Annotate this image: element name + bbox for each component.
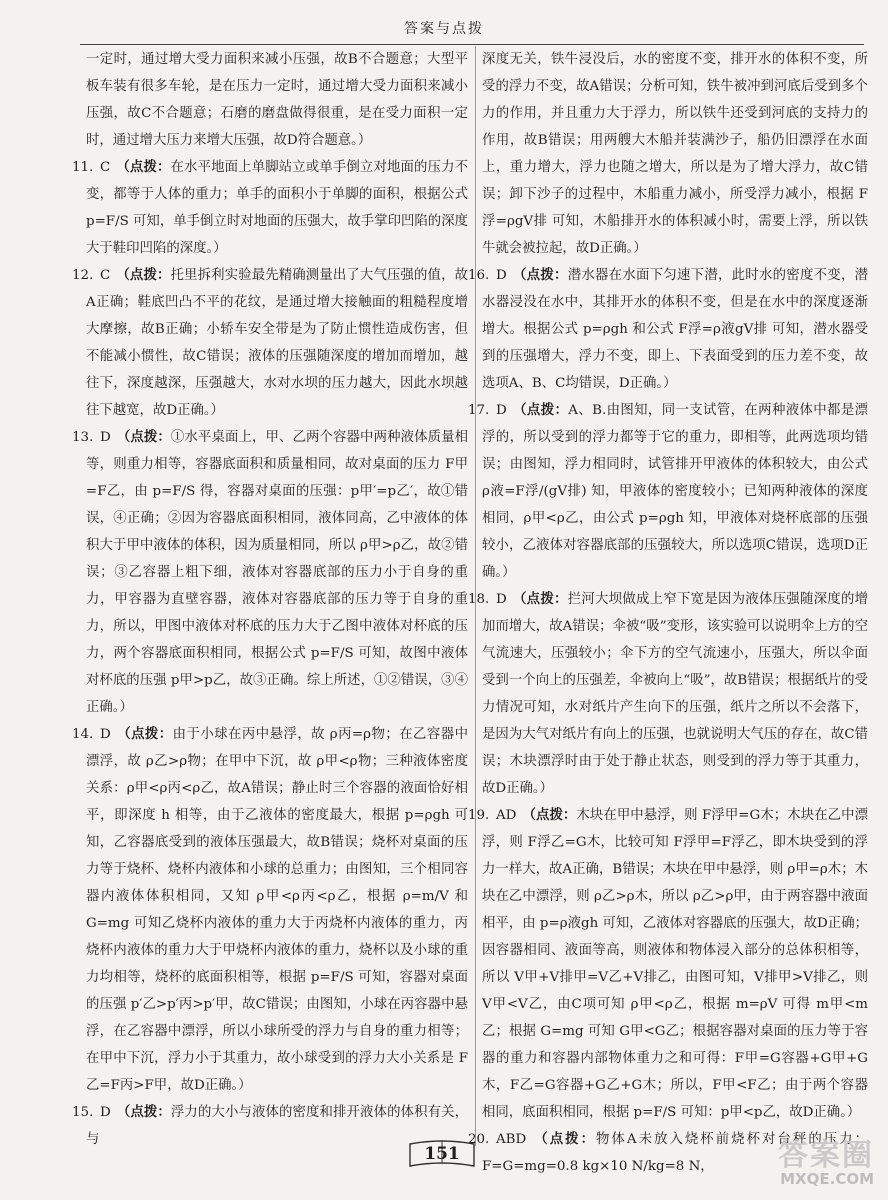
item-text: 物体A未放入烧杯前烧杯对台秤的压力：F=G=mg=0.8 kg×10 N/kg=8 N， <box>482 1132 869 1174</box>
item-answer: AD <box>496 808 517 823</box>
page-number: 151 <box>424 1144 460 1164</box>
left-continuation: 一定时，通过增大受力面积来减小压强，故B不合题意；大型平板车装有很多车轮，是在压力一定时，通过增大受力面积来减小压强，故C不合题意；石磨的磨盘做得很重，是在受力面积一定时，通过增大压力来增大压强，故D符合题意。） <box>86 52 468 148</box>
header-title: 答案与点拨 <box>404 21 484 37</box>
watermark-logo <box>724 1130 874 1188</box>
item-number: 13. <box>72 430 94 445</box>
item-text: 托里拆利实验最先精确测量出了大气压强的值，故A正确；鞋底凹凸不平的花纹，是通过增大接触面的粗糙程度增大摩擦，故B正确；小轿车安全带是为了防止惯性造成伤害，但不能减小惯性，故C错误；液体的压强随深度的增加而增加，越往下，深度越深，压强越大，水对水坝的压力越大，因此水坝越往下越宽，故D正确。） <box>86 268 469 418</box>
item-text: A、B.由图知，同一支试管，在两种液体中都是漂浮的，所以受到的浮力都等于它的重力，即相等，此两选项均错误；由图知，浮力相同时，试管排开甲液体的体积较大，由公式 ρ液=F浮/(gV排) 知，甲液体的密度较小；已知两种液体的深度相同，ρ甲<ρ乙，由公式 p=ρgh 知，甲液体对烧杯底部的压强较小，乙液体对容器底部的压强较大，所以选项C错误，选项D正确。） <box>482 403 869 580</box>
item-answer: D <box>496 403 507 418</box>
answer-item-12 <box>72 262 469 424</box>
item-hint-label: （点拨： <box>522 807 577 823</box>
item-answer: C <box>100 160 111 175</box>
header-rule <box>80 44 864 45</box>
answer-item-11 <box>72 154 469 262</box>
item-hint-label: （点拨： <box>116 726 173 742</box>
left-column <box>72 46 469 1147</box>
item-answer: D <box>100 1105 111 1120</box>
item-number: 17. <box>468 403 490 418</box>
item-text: 浮力的大小与液体的密度和排开液体的体积有关，与 <box>86 1105 469 1147</box>
watermark-text: 答案圈 <box>778 1138 874 1173</box>
right-continuation: 深度无关，铁牛浸没后，水的密度不变，排开水的体积不变，所受的浮力不变，故A错误；分析可知，铁牛被冲到河底后受到多个力的作用，并且重力大于浮力，所以铁牛还受到河底的支持力的作用，故B错误；用两艘大木船并装满沙子，船仍旧漂浮在水面上，重力增大，浮力也随之增大，所以是为了增大浮力，故C错误；卸下沙子的过程中，木船重力减小，所受浮力减小，根据 F浮=ρgV排 可知，木船排开水的体积减小时，需要上浮，所以铁牛就会被拉起，故D正确。） <box>482 52 868 256</box>
item-number: 19. <box>468 808 490 823</box>
item-number: 11. <box>72 160 94 175</box>
item-number: 20. <box>468 1132 490 1147</box>
item-text: 木块在甲中悬浮，则 F浮甲=G木；木块在乙中漂浮，则 F浮乙=G木，比较可知 F浮甲=F浮乙，即木块受到的浮力一样大，故A正确，B错误；木块在甲中悬浮，则 ρ甲=ρ木；木块在乙中漂浮，则 ρ乙>ρ木，所以 ρ乙>ρ甲，由于两容器中液面相平，由 p=ρ液gh 可知，乙液体对容器底的压强大，故D正确；因容器相同、液面等高，则液体和物体浸入部分的总体积相等，所以 V甲+V排甲=V乙+V排乙，由图可知，V排甲>V排乙，则 V甲<V乙，由C项可知 ρ甲<ρ乙，根据 m=ρV 可得 m甲<m乙；根据 G=mg 可知 G甲<G乙；根据容器对桌面的压力等于容器的重力和容器内部物体重力之和可得：F甲=G容器+G甲+G木，F乙=G容器+G乙+G木；所以，F甲<F乙；由于两个容器相同，底面积相同，根据 p=F/S 可知：p甲<p乙，故D正确。） <box>482 808 869 1120</box>
item-text: 由于小球在丙中悬浮，故 ρ丙=ρ物；在乙容器中漂浮，故 ρ乙>ρ物；在甲中下沉，故 ρ甲<ρ物；三种液体密度关系：ρ甲<ρ丙<ρ乙，故A错误；静止时三个容器的液面恰好相平，即深度 h 相等，由于乙液体的密度最大，根据 p=ρgh 可知，乙容器底受到的液体压强最大，故B错误；烧杯对桌面的压力等于烧杯、烧杯内液体和小球的总重力；由图知，三个相同容器内液体体积相同，又知 ρ甲<ρ丙<ρ乙，根据 ρ=m/V 和 G=mg 可知乙烧杯内液体的重力大于丙烧杯内液体的重力，丙烧杯内液体的重力大于甲烧杯内液体的重力，烧杯以及小球的重力均相等，烧杯的底面积相等，根据 p=F/S 可知，容器对桌面的压强 p′乙>p′丙>p′甲，故C错误；由图知，小球在丙容器中悬浮，在乙容器中漂浮，所以小球所受的浮力与自身的重力相等；在甲中下沉，浮力小于其重力，故小球受到的浮力大小关系是 F乙=F丙>F甲，故D正确。） <box>86 727 468 1093</box>
item-number: 16. <box>468 268 490 283</box>
item-hint-label: （点拨： <box>116 429 171 445</box>
item-answer: D <box>496 592 507 607</box>
item-text: ①水平桌面上，甲、乙两个容器中两种液体质量相等，则重力相等，容器底面积和质量相同，故对桌面的压力 F甲=F乙，由 p=F/S 得，容器对桌面的压强：p甲′=p乙′，故①错误，④正确；②因为容器底面积相同，液体同高，乙中液体的体积大于甲中液体的体积，因为质量相同，所以 ρ甲>ρ乙，故②错误；③乙容器上粗下细，液体对容器底部的压力小于自身的重力，甲容器为直壁容器，液体对容器底部的压力等于自身的重力，所以，甲图中液体对杯底的压力大于乙图中液体对杯底的压力，两个容器底面积相同，根据公式 p=F/S 可知，故图中液体对杯底的压强 p甲>p乙，故③正确。综上所述，①②错误，③④正确。） <box>86 430 469 715</box>
answer-item-17 <box>468 397 869 586</box>
item-text: 潜水器在水面下匀速下潜，此时水的密度不变，潜水器浸没在水中，其排开水的体积不变，但是在水中的深度逐渐增大。根据公式 p=ρgh 和公式 F浮=ρ液gV排 可知，潜水器受到的压强增大，浮力不变，即上、下表面受到的压力差不变，故选项A、B、C均错误，D正确。） <box>482 268 869 391</box>
item-answer: D <box>100 727 111 742</box>
item-hint-label: （点拨： <box>532 1131 597 1147</box>
item-answer: D <box>496 268 507 283</box>
item-hint-label: （点拨： <box>512 402 569 418</box>
item-number: 14. <box>72 727 94 742</box>
answer-item-19 <box>468 802 869 1126</box>
answer-item-14 <box>72 721 468 1099</box>
answer-item-16 <box>468 262 869 397</box>
item-answer: ABD <box>496 1132 527 1147</box>
watermark-url: MXQE.COM <box>780 1170 874 1188</box>
item-number: 18. <box>468 592 490 607</box>
page-header <box>0 10 888 44</box>
item-number: 15. <box>72 1105 94 1120</box>
item-hint-label: （点拨： <box>116 267 171 283</box>
item-hint-label: （点拨： <box>512 591 568 607</box>
item-hint-label: （点拨： <box>116 159 171 175</box>
item-answer: C <box>100 268 111 283</box>
item-text: 在水平地面上单脚站立或单手倒立对地面的压力不变，都等于人体的重力；单手的面积小于单脚的面积，根据公式 p=F/S 可知，单手倒立时对地面的压强大，故手掌印凹陷的深度大于鞋印凹陷的深度。） <box>86 160 469 256</box>
item-hint-label: （点拨： <box>512 267 568 283</box>
item-hint-label: （点拨： <box>116 1104 171 1120</box>
item-text: 拦河大坝做成上窄下宽是因为液体压强随深度的增加而增大，故A错误；伞被“吸”变形，该实验可以说明伞上方的空气流速大，压强较小；伞下方的空气流速小，压强大，所以伞面受到一个向上的压强差，伞被向上“吸”，故B错误；根据纸片的受力情况可知，水对纸片产生向下的压强，纸片之所以不会落下，是因为大气对纸片有向上的压强，也就说明大气压的存在，故C错误；木块漂浮时由于处于静止状态，则受到的浮力等于其重力，故D正确。） <box>482 592 869 796</box>
item-answer: D <box>100 430 111 445</box>
answer-item-18 <box>468 586 869 802</box>
item-number: 12. <box>72 268 94 283</box>
page-number-badge <box>404 1138 480 1172</box>
answer-item-13 <box>72 424 469 721</box>
